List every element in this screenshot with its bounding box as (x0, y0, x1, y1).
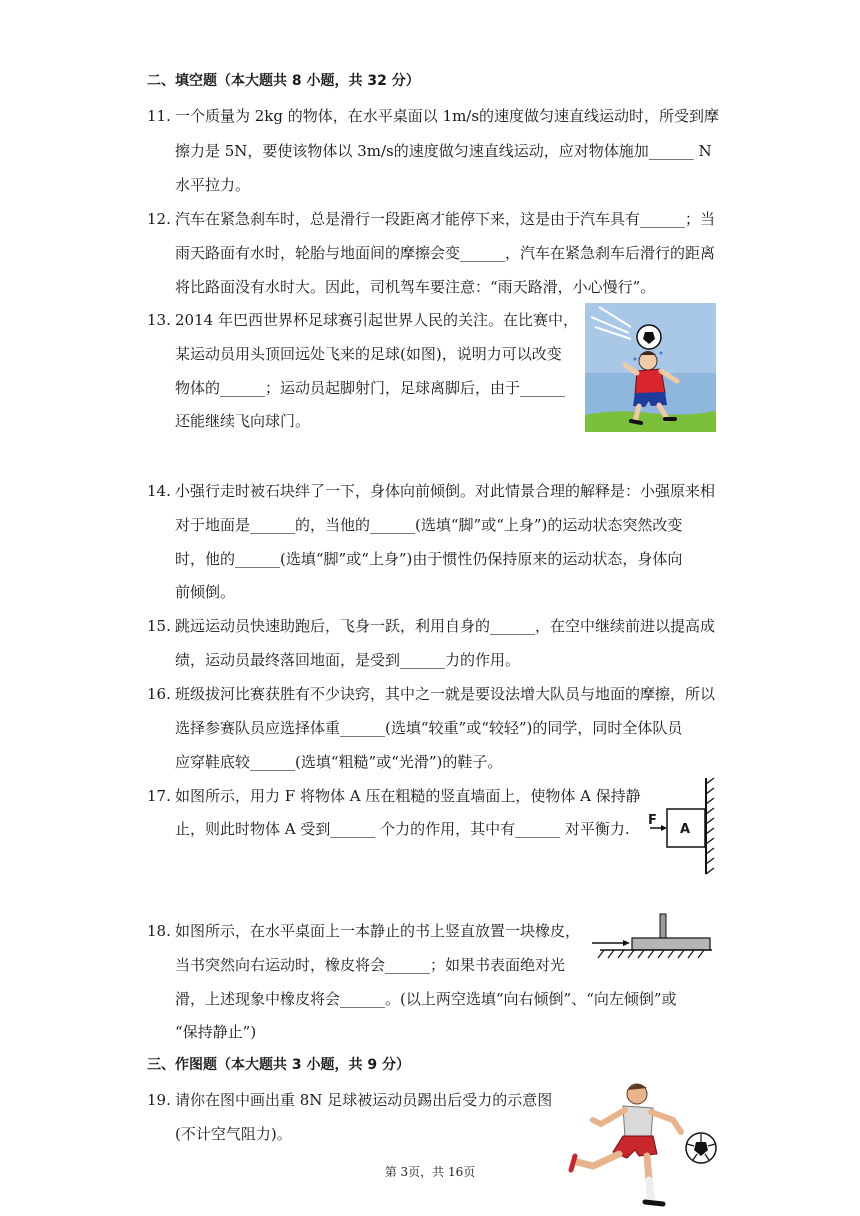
question-text: 擦力是 5N，要使该物体以 3m/s的速度做匀速直线运动，应对物体施加______ N (175, 142, 712, 160)
force-label: F (648, 813, 657, 828)
block-label: A (680, 822, 691, 837)
question-text: 对于地面是______的，当他的______(选填“脚”或“上身”)的运动状态突然改变 (175, 516, 683, 534)
question-number: 15. (147, 617, 171, 635)
page-footer: 第 3页，共 16页 (384, 1165, 476, 1179)
question-number: 14. (147, 482, 171, 500)
question-text: 时，他的______(选填“脚”或“上身”)由于惯性仍保持原来的运动状态，身体向 (175, 550, 683, 568)
question-text: 还能继续飞向球门。 (175, 412, 311, 430)
question-text: 滑，上述现象中橡皮将会______。(以上两空选填“向右倾倒”、“向左倾倒”或 (175, 990, 677, 1008)
question-text: 如图所示，用力 F 将物体 A 压在粗糙的竖直墙面上，使物体 A 保持静 (175, 787, 641, 805)
question-text: 止，则此时物体 A 受到______ 个力的作用，其中有______ 对平衡力. (175, 820, 630, 838)
question-text: 当书突然向右运动时，橡皮将会______；如果书表面绝对光 (175, 956, 566, 974)
question-text: (不计空气阻力)。 (175, 1125, 292, 1143)
question-number: 11. (147, 107, 171, 125)
question-text: 班级拔河比赛获胜有不少诀窍，其中之一就是要设法增大队员与地面的摩擦，所以 (175, 685, 716, 703)
question-number: 13. (147, 311, 171, 329)
question-text: 物体的______；运动员起脚射门，足球离脚后，由于______ (175, 379, 566, 397)
question-text: 汽车在紧急刹车时，总是滑行一段距离才能停下来，这是由于汽车具有______；当 (175, 210, 716, 228)
question-text: 小强行走时被石块绊了一下，身体向前倾倒。对此情景合理的解释是：小强原来相 (175, 482, 716, 500)
section-title: 二、填空题（本大题共 8 小题，共 32 分） (147, 73, 420, 89)
question-text: 跳远运动员快速助跑后，飞身一跃，利用自身的______，在空中继续前进以提高成 (175, 617, 716, 635)
question-text: 水平拉力。 (175, 176, 251, 194)
question-number: 19. (147, 1091, 171, 1109)
question-number: 17. (147, 787, 171, 805)
soccer-header-illustration (585, 303, 716, 432)
question-text: 前倾倒。 (175, 583, 236, 601)
question-text: 2014 年巴西世界杯足球赛引起世界人民的关注。在比赛中， (175, 311, 578, 329)
question-text: 应穿鞋底较______(选填“粗糙”或“光滑”)的鞋子。 (175, 753, 503, 771)
question-text: 如图所示，在水平桌面上一本静止的书上竖直放置一块橡皮， (175, 922, 581, 940)
question-number: 18. (147, 922, 171, 940)
question-text: 绩，运动员最终落回地面，是受到______力的作用。 (175, 651, 521, 669)
section-title: 三、作图题（本大题共 3 小题，共 9 分） (147, 1057, 410, 1073)
soccer-kick-illustration (565, 1080, 725, 1210)
question-text: 请你在图中画出重 8N 足球被运动员踢出后受力的示意图 (175, 1091, 553, 1109)
question-number: 16. (147, 685, 171, 703)
question-number: 12. (147, 210, 171, 228)
question-text: 将比路面没有水时大。因此，司机驾车要注意：“雨天路滑，小心慢行”。 (175, 278, 656, 296)
question-text: 选择参赛队员应选择体重______(选填“较重”或“较轻”)的同学，同时全体队员 (175, 719, 683, 737)
question-text: 一个质量为 2kg 的物体，在水平桌面以 1m/s的速度做匀速直线运动时，所受到摩 (175, 107, 720, 125)
question-text: 某运动员用头顶回远处飞来的足球(如图)，说明力可以改变 (175, 345, 562, 363)
question-text: “保持静止”) (175, 1023, 257, 1041)
question-text: 雨天路面有水时，轮胎与地面间的摩擦会变______，汽车在紧急刹车后滑行的距离 (175, 244, 716, 262)
book-eraser-diagram (590, 910, 715, 966)
